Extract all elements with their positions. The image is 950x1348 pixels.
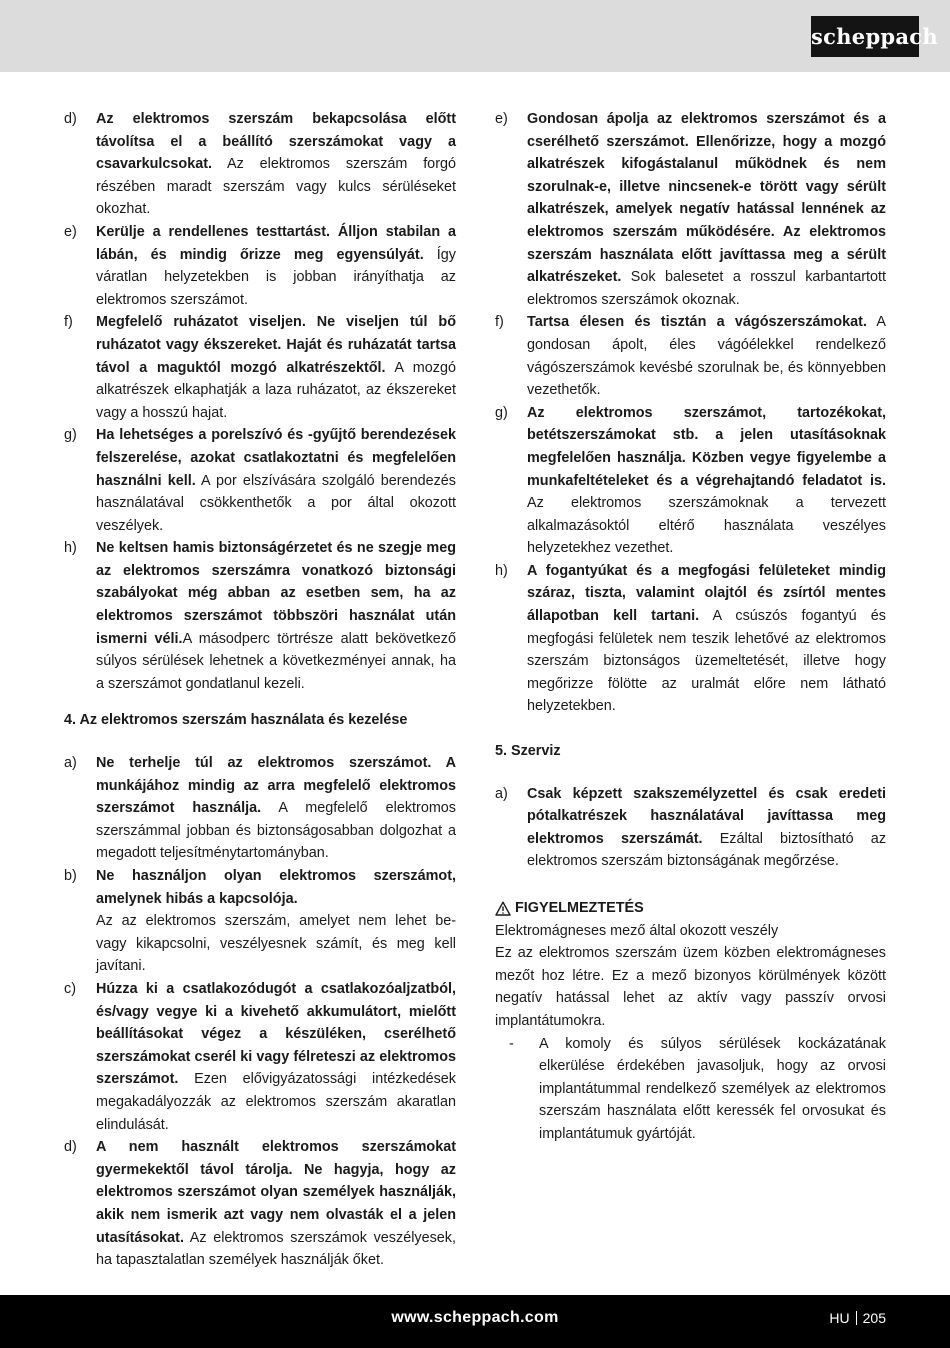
item-text: Ezáltal biztosítható az elektromos szerszám biztonságának megőrzése.: [527, 830, 887, 870]
list-item: [495, 783, 886, 873]
warning-body: Ez az elektromos szerszám üzem közben elektromágneses mezőt hoz létre. Ez a mező bizonyos körülmények között negatív hatással lehet az aktív vagy passzív orvosi implantátumokra.: [495, 945, 886, 1029]
item-label: g): [64, 427, 77, 444]
item-text: A gondosan ápolt, éles vágóélekkel rendelkező vágószerszámok kevésbé szorulnak be, és könnyebben vezethetők.: [527, 314, 886, 399]
item-bold-text: Ne használjon olyan elektromos szerszámot, amelynek hibás a kapcsolója.: [96, 868, 456, 907]
list-item: [495, 402, 886, 560]
item-text: Az elektromos szerszám forgó részében maradt szerszám vagy kulcs sérüléseket okozhat.: [96, 156, 456, 218]
item-text: Ezen elővigyázatossági intézkedések megakadályozzák az elektromos szerszám akaratlan elindulását.: [96, 1071, 456, 1133]
item-label: e): [495, 111, 508, 127]
item-bold-text: A fogantyúkat és a megfogási felületeket mindig száraz, tiszta, valamint olajtól és zsírtól mentes állapotban kell tartani.: [527, 562, 886, 625]
list-item: [64, 108, 456, 221]
list-item: [64, 1136, 456, 1272]
list-item: [495, 108, 886, 311]
item-bold-text: Tartsa élesen és tisztán a vágószerszámokat.: [527, 314, 867, 331]
item-label: e): [64, 223, 77, 240]
section-heading: 4. Az elektromos szerszám használata és kezelése: [64, 712, 408, 729]
bullet-dash: -: [509, 1035, 514, 1052]
item-label: a): [64, 755, 77, 772]
warning-title-row: [495, 897, 886, 920]
item-bold-text: Ha lehetséges a porelszívó és -gyűjtő berendezések felszerelése, azokat csatlakoztatni és megfelelően használni kell.: [96, 427, 456, 489]
item-bold-text: Az elektromos szerszám bekapcsolása előtt távolítsa el a beállító szerszámokat vagy a csavarkulcsokat.: [96, 111, 456, 173]
item-bold-text: A nem használt elektromos szerszámokat gyermekektől távol tárolja. Ne hagyja, hogy az elektromos szerszámot olyan személyek használják, akik nem ismerik azt vagy nem olvasták el a jelen utasításokat.: [96, 1139, 456, 1246]
scheppach-logo: scheppach: [811, 16, 919, 57]
item-text: A megfelelő elektromos szerszámmal jobban és biztonságosabban dolgozhat a megadott teljesítménytartományban.: [96, 800, 457, 862]
list-item: [495, 311, 886, 401]
warning-subtitle: Elektromágneses mező által okozott veszély: [495, 922, 779, 939]
website-link[interactable]: www.scheppach.com: [391, 1309, 559, 1326]
language-code: HU: [829, 1310, 850, 1326]
item-bold-text: Kerülje a rendellenes testtartást. Álljon stabilan a lábán, és mindig őrizze meg egyensúlyát.: [96, 223, 456, 263]
item-text: Sok balesetet a rosszul karbantartott elektromos szerszámok okoznak.: [527, 269, 886, 308]
list-item: [64, 537, 456, 695]
page-indicator: [829, 1310, 886, 1326]
list-item: [64, 311, 456, 424]
item-label: h): [495, 562, 508, 579]
item-text: A mozgó alkatrészek elkaphatják a laza ruházatot, az ékszereket vagy a hosszú hajat.: [96, 359, 456, 421]
list-item: [64, 865, 456, 978]
item-bold-text: Gondosan ápolja az elektromos szerszámot és a cserélhető szerszámot. Ellenőrizze, hogy a mozgó alkatrészek kifogástalanul működnek és nem szorulnak-e, illetve nincsenek-e törött vagy sérült alkatrészek, amelyek negatív hatással lennének az elektromos szerszám működésére. Az elektromos szerszám használata előtt javíttassa meg a sérült alkatrészeket.: [527, 111, 886, 286]
left-column: [64, 108, 456, 1272]
item-label: b): [64, 868, 77, 884]
item-bold-text: Csak képzett szakszemélyzettel és csak eredeti pótalkatrészek használatával javíttassa meg elektromos szerszámát.: [527, 785, 886, 847]
item-text: Az elektromos szerszámok veszélyesek, ha tapasztalatlan személyek használják őket.: [96, 1229, 456, 1269]
item-label: a): [495, 785, 508, 802]
warning-title: FIGYELMEZTETÉS: [515, 900, 644, 916]
item-text: A por elszívására szolgáló berendezés használatával csökkenthetők a por által okozott veszélyek.: [96, 472, 456, 534]
item-text: Az az elektromos szerszám, amelyet nem lehet be- vagy kikapcsolni, veszélyesnek számít, és meg kell javítani.: [96, 913, 456, 975]
separator: [856, 1311, 857, 1325]
right-column: [495, 108, 886, 1146]
item-label: g): [495, 404, 508, 421]
item-label: d): [64, 111, 77, 127]
item-label: d): [64, 1139, 77, 1156]
item-text: A csúszós fogantyú és megfogási felületek nem teszik lehetővé az elektromos szerszám biztonságos üzemeltetését, illetve hogy megőrizze fölötte az uralmát előre nem látható helyzetekben.: [527, 608, 886, 715]
warning-triangle-icon: [495, 901, 511, 916]
footer: [0, 1295, 950, 1348]
item-label: h): [64, 540, 77, 557]
item-bold-text: Ne terhelje túl az elektromos szerszámot. A munkájához mindig az arra megfelelő elektromos szerszámot használja.: [96, 755, 456, 817]
list-item: [64, 424, 456, 537]
item-bold-text: Húzza ki a csatlakozódugót a csatlakozóaljzatból, és/vagy vegye ki a kivehető akkumulátort, mielőtt beállításokat végez a készüléken, cserélhető szerszámokat cserél ki vagy félreteszi az elektromos szerszámot.: [96, 980, 456, 1088]
section-heading: 5. Szerviz: [495, 743, 561, 760]
list-item: [495, 560, 886, 718]
item-text: A másodperc törtrésze alatt bekövetkező súlyos sérülések lehetnek a következményei annak, ha a szerszámot gondatlanul kezeli.: [96, 630, 456, 692]
list-item: [64, 221, 456, 311]
bullet-text: A komoly és súlyos sérülések kockázatának elkerülése érdekében javasoljuk, hogy az orvosi implantátummal rendelkező személyek az elektromos szerszám használata előtt keressék fel orvosukat és implantátumuk gyártóját.: [539, 1035, 886, 1142]
item-bold-text: Megfelelő ruházatot viseljen. Ne viseljen túl bő ruházatot vagy ékszereket. Haját és ruházatát tartsa távol a maguktól mozgó alkatrészektől.: [96, 314, 456, 376]
warning-bullet: [509, 1033, 886, 1146]
item-text: Az elektromos szerszámoknak a tervezett alkalmazásoktól eltérő használata veszélyes helyzetekhez vezethet.: [527, 495, 886, 557]
header-band: [0, 0, 950, 72]
item-text: Így váratlan helyzetekben is jobban irányíthatja az elektromos szerszámot.: [96, 246, 456, 308]
list-item: [64, 752, 456, 865]
page-number: 205: [862, 1310, 886, 1326]
item-bold-text: Az elektromos szerszámot, tartozékokat, betétszerszámokat stb. a jelen utasításoknak megfelelően használja. Közben vegye figyelembe a munkafeltételeket és a végrehajtandó feladatot is.: [527, 404, 886, 489]
item-label: f): [495, 314, 504, 331]
item-bold-text: Ne keltsen hamis biztonságérzetet és ne szegje meg az elektromos szerszámra vonatkozó biztonsági szabályokat még abban az esetben sem, ha az elektromos szerszámot többszöri használat után ismerni véli.: [96, 540, 456, 647]
list-item: [64, 978, 456, 1136]
item-label: c): [64, 980, 76, 997]
item-label: f): [64, 314, 73, 331]
